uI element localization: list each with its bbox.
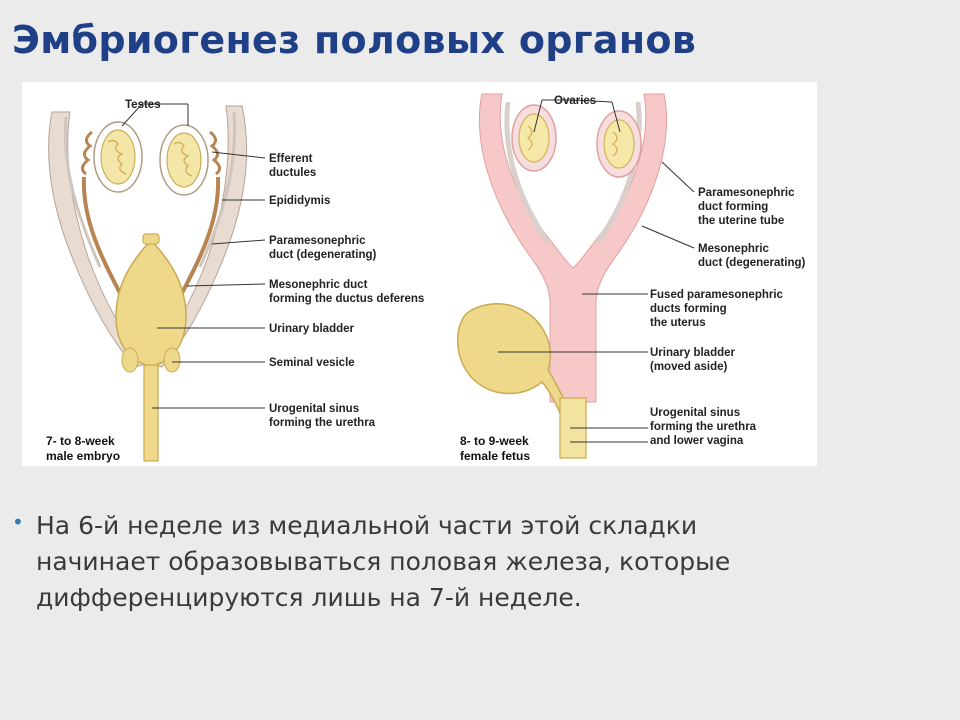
male-urinary-bladder: [116, 240, 186, 366]
label-female-paramesonephric: Paramesonephric duct forming the uterine tube: [698, 187, 795, 227]
label-female-mesonephric: Mesonephric duct (degenerating): [698, 243, 806, 269]
male-urethra: [144, 365, 158, 461]
male-diagram: [49, 104, 265, 461]
bullet-dot-icon: •: [12, 510, 24, 534]
label-male-urogenital-sinus: Urogenital sinus forming the urethra: [269, 403, 376, 429]
slide-title: Эмбриогенез половых органов: [12, 18, 697, 62]
label-male-mesonephric: Mesonephric duct forming the ductus deferens: [269, 279, 425, 305]
label-female-bladder: Urinary bladder (moved aside): [650, 347, 735, 373]
bullet-list: [12, 508, 812, 616]
label-ovaries: Ovaries: [554, 95, 597, 107]
embryogenesis-figure: [22, 82, 817, 466]
label-efferent-ductules: Efferent ductules: [269, 153, 317, 179]
label-testes: Testes: [125, 99, 161, 111]
label-fused-paramesonephric: Fused paramesonephric ducts forming the uterus: [650, 289, 783, 329]
label-male-paramesonephric: Paramesonephric duct (degenerating): [269, 235, 377, 261]
male-caption: 7- to 8-week male embryo: [46, 434, 121, 463]
bullet-text: На 6-й неделе из медиальной части этой складки начинает образовываться половая железа, которые дифференцируются лишь на 7-й неделе.: [36, 511, 731, 612]
label-seminal-vesicle: Seminal vesicle: [269, 357, 355, 369]
female-caption: 8- to 9-week female fetus: [460, 434, 531, 463]
label-epididymis: Epididymis: [269, 195, 331, 207]
label-female-urogenital-sinus: Urogenital sinus forming the urethra and lower vagina: [650, 407, 757, 447]
female-diagram: [458, 94, 694, 458]
bullet-item: [12, 508, 812, 616]
label-male-bladder: Urinary bladder: [269, 323, 354, 335]
